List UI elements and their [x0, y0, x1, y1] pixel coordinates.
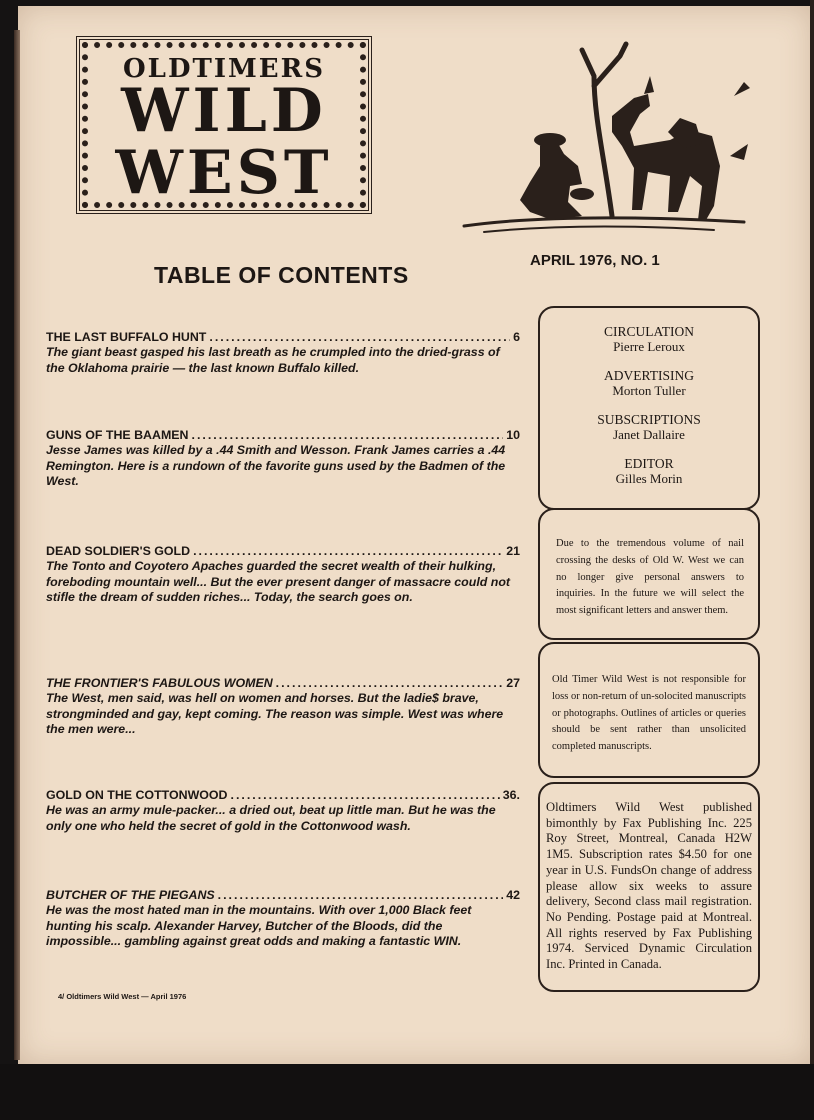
prospector-mule-illustration [444, 36, 764, 242]
toc-entry-title: GUNS OF THE BAAMEN [46, 428, 189, 442]
staff-role: CIRCULATION [604, 324, 694, 339]
toc-entry-description: The West, men said, was hell on women and horses. But the ladie$ brave, strongminded and gay, kept coming. The reason was simple. West was where the men were... [46, 691, 504, 736]
staff-role: SUBSCRIPTIONS [597, 412, 701, 427]
toc-entry-description: The giant beast gasped his last breath as he crumpled into the dried-grass of the Oklahoma prairie — the last known Buffalo killed. [46, 345, 500, 375]
toc-entry-description: The Tonto and Coyotero Apaches guarded the secret wealth of their hulking, foreboding mountain well... But the ever present danger of massacre could not stifle the dream of sudden riches... Today, the search goes on. [46, 559, 511, 604]
page-edge [14, 30, 20, 1060]
toc-entry [46, 428, 520, 490]
toc-entry-title: THE LAST BUFFALO HUNT [46, 330, 207, 344]
issue-date: APRIL 1976, NO. 1 [530, 252, 660, 269]
toc-entry-description: He was an army mule-packer... a dried out, beat up little man. But he was the only one who held the secret of gold in the Cottonwood wash. [46, 803, 496, 833]
staff-box [538, 306, 760, 510]
toc-entry-page: 36. [502, 788, 520, 802]
toc-entry [46, 544, 520, 606]
page-spine [810, 0, 814, 1064]
masthead-line3: WEST [115, 138, 333, 208]
staff-role: ADVERTISING [604, 368, 694, 383]
publication-info-box: Oldtimers Wild West published bimonthly by Fax Publishing Inc. 225 Roy Street, Montreal, Canada H2W 1M5. Subscription rates $4.50 for one year in U.S. FundsOn change of address please allow six weeks to assure delivery, Second class mail registration. No Pending. Postage paid at Montreal. All rights reserved by Fax Publishing 1974. Serviced Dynamic Circulation Inc. Printed in Canada. [538, 782, 760, 992]
toc-entry [46, 330, 520, 376]
toc-entry-page: 42 [506, 888, 520, 902]
staff-role: EDITOR [624, 456, 674, 471]
staff-name: Gilles Morin [615, 471, 683, 486]
toc-entry-title: GOLD ON THE COTTONWOOD [46, 788, 228, 802]
manuscripts-notice-box: Old Timer Wild West is not responsible for loss or non-return of un-solocited manuscripts or photographs. Outlines of articles or queries should be sent rather than unsolicited completed manuscripts. [538, 642, 760, 778]
toc-entry-page: 21 [506, 544, 520, 558]
toc-entry-title: DEAD SOLDIER'S GOLD [46, 544, 191, 558]
toc-entry-title: BUTCHER OF THE PIEGANS [46, 888, 215, 902]
toc-entry-description: Jesse James was killed by a .44 Smith and Wesson. Frank James carries a .44 Remington. Here is a rundown of the favorite guns used by the Badmen of the West. [46, 443, 506, 488]
toc-entry-title: THE FRONTIER'S FABULOUS WOMEN [46, 676, 273, 690]
toc-entry [46, 888, 520, 950]
masthead-line1: OLDTIMERS [123, 54, 325, 84]
scan-background [0, 1064, 814, 1120]
toc-entry [46, 676, 520, 738]
page-title: TABLE OF CONTENTS [154, 262, 409, 288]
toc-entry-page: 6 [513, 330, 520, 344]
staff-name: Morton Tuller [612, 383, 686, 398]
page-footer: 4/ Oldtimers Wild West — April 1976 [58, 992, 187, 1001]
toc-entry [46, 788, 520, 834]
masthead-logo [76, 36, 372, 214]
mail-notice-box: Due to the tremendous volume of nail crossing the desks of Old W. West we can no longer give personal answers to inquiries. In the future we will select the most significant letters and answer them. [538, 508, 760, 640]
toc-entry-page: 27 [506, 676, 520, 690]
staff-name: Pierre Leroux [613, 339, 685, 354]
staff-name: Janet Dallaire [613, 427, 685, 442]
masthead-line2: WILD [121, 76, 327, 146]
toc-entry-description: He was the most hated man in the mountains. With over 1,000 Black feet hunting his scalp. Alexander Harvey, Butcher of the Bloods, did the impossible... gambling against great odds and making a fantastic WIN. [46, 903, 472, 948]
toc-entry-page: 10 [506, 428, 520, 442]
